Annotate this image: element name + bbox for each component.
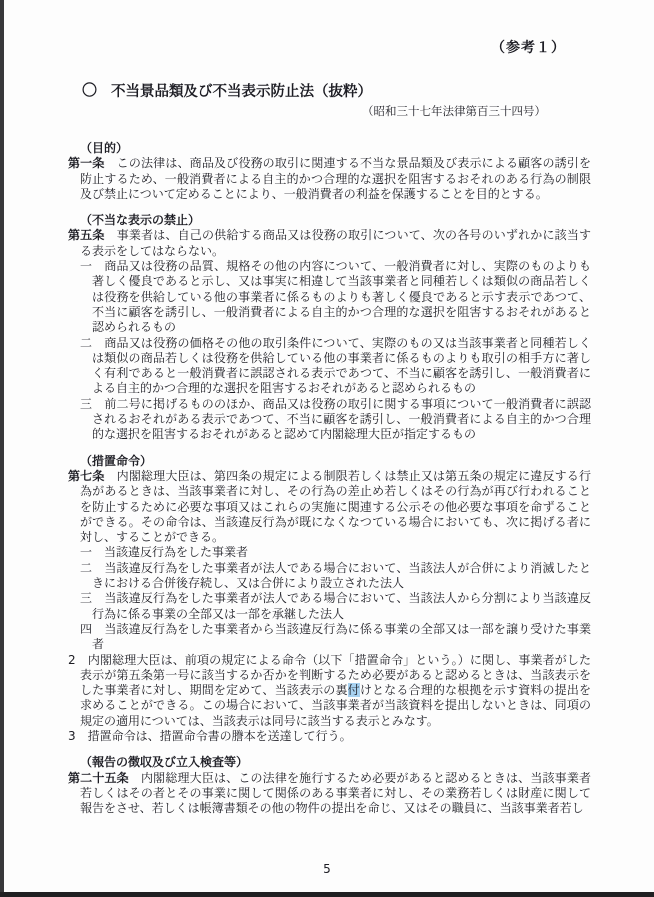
article-25 [68, 771, 591, 817]
article-text: 事業者は、自己の供給する商品又は役務の取引について、次の各号のいずれかに該当する表示をしてはならない。 [80, 228, 591, 258]
article-number: 第一条 [68, 156, 105, 171]
law-text-body [68, 141, 591, 827]
circle-marker: 〇 [82, 81, 98, 99]
section-header: （措置命令） [80, 453, 153, 468]
section-misleading-representations [68, 213, 591, 442]
article-number: 第五条 [68, 228, 105, 243]
article-5-item-3: 三 前二号に掲げるもののほか、商品又は役務の取引に関する事項について一般消費者に誤認されるおそれがある表示であつて、不当に顧客を誘引し、一般消費者による自主的かつ合理的な選択を阻害するおそれがあると認めて内閣総理大臣が指定するもの [80, 396, 591, 442]
article-7-item-2: 二 当該違反行為をした事業者が法人である場合において、当該法人が合併により消滅したときにおける合併後存続し、又は合併により設立された法人 [80, 560, 591, 591]
article-text: この法律は、商品及び役務の取引に関連する不当な景品類及び表示による顧客の誘引を防止するため、一般消費者による自主的かつ合理的な選択を阻害するおそれのある行為の制限及び禁止について定めることにより、一般消費者の利益を保護することを目的とする。 [80, 156, 591, 201]
article-text: 内閣総理大臣は、第四条の規定による制限若しくは禁止又は第五条の規定に違反する行為があるときは、当該事業者に対し、その行為の差止め若しくはその行為が再び行われることを防止するために必要な事項又はこれらの実施に関連する公示その他必要な事項を命ずることができる。その命令は、当該違反行為が既になくなつている場合においても、次に掲げる者に対し、することができる。 [80, 468, 591, 545]
section-collection-of-reports [68, 755, 591, 816]
scan-edge-bottom [0, 892, 654, 897]
paragraph-text: けとなる合理的な根拠を示す資料の提出を求めることができる。この場合において、当該事業者が当該資料を提出しないときは、同項の規定の適用については、当該表示は同号に該当する表示とみなす。 [80, 683, 591, 728]
reference-label: （参考１） [491, 40, 566, 56]
section-header: （不当な表示の禁止） [80, 213, 201, 228]
article-7 [68, 469, 591, 545]
section-cease-and-desist-order [68, 454, 591, 745]
section-header: （目的） [80, 141, 129, 155]
document-title: 不当景品類及び不当表示防止法（抜粋） [111, 84, 373, 100]
page-number: 5 [323, 862, 331, 876]
search-highlight: 付 [347, 683, 360, 698]
section-purpose [68, 141, 591, 202]
section-header: （報告の徴収及び立入検査等） [80, 755, 249, 770]
paragraph-text: 2 内閣総理大臣は、前項の規定による命令（以下「措置命令」という。）に関し、事業者がした表示が第五条第一号に該当するか否かを判断するため必要があると認めるときは、当該表示をした事業者に対し、期間を定めて、当該表示の裏 [68, 652, 591, 698]
article-5-item-2: 二 商品又は役務の価格その他の取引条件について、実際のもの又は当該事業者と同種若しくは類似の商品若しくは役務を供給している他の事業者に係るものよりも取引の相手方に著しく有利であると一般消費者に誤認される表示であつて、不当に顧客を誘引し、一般消費者による自主的かつ合理的な選択を阻害するおそれがあると認められるもの [80, 335, 591, 396]
article-number: 第二十五条 [68, 770, 129, 785]
article-7-item-1: 一 当該違反行為をした事業者 [80, 545, 249, 560]
article-7-paragraph-3: 3 措置命令は、措置命令書の謄本を送達して行う。 [68, 728, 352, 743]
article-1 [68, 156, 591, 202]
article-7-item-4: 四 当該違反行為をした事業者から当該違反行為に係る事業の全部又は一部を譲り受けた事業者 [80, 621, 591, 652]
article-7-paragraph-2 [68, 653, 591, 729]
document-title-row [82, 80, 372, 101]
law-number: （昭和三十七年法律第百三十四号） [362, 104, 546, 118]
article-5 [68, 228, 591, 259]
article-7-item-3: 三 当該違反行為をした事業者が法人である場合において、当該法人から分割により当該違反行為に係る事業の全部又は一部を承継した法人 [80, 591, 591, 621]
article-number: 第七条 [68, 468, 105, 483]
article-5-item-1: 一 商品又は役務の品質、規格その他の内容について、一般消費者に対し、実際のものよりも著しく優良であると示し、又は事実に相違して当該事業者と同種若しくは類似の商品若しくは役務を供給している他の事業者に係るものよりも著しく優良であると示す表示であつて、不当に顧客を誘引し、一般消費者による自主的かつ合理的な選択を阻害するおそれがあると認められるもの [80, 259, 591, 335]
scan-edge-left [0, 0, 4, 897]
article-text: 内閣総理大臣は、この法律を施行するため必要があると認めるときは、当該事業者若しくはその者とその事業に関して関係のある事業者に対し、その業務若しくは財産に関して報告をさせ、若しくは帳簿書類その他の物件の提出を命じ、又はその職員に、当該事業者若し [80, 770, 591, 816]
